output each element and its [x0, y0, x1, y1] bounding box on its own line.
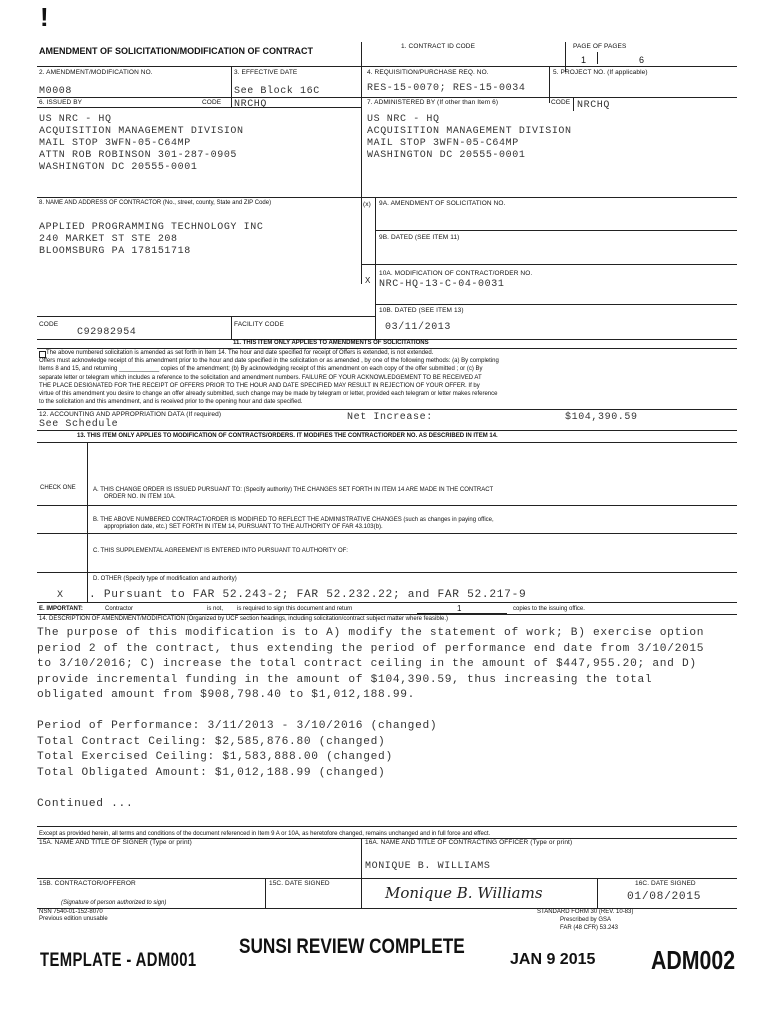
option-a-line1: A. THIS CHANGE ORDER IS ISSUED PURSUANT TO: (Specify authority) THE CHANGES SET FORTH IN ITEM 14 ARE MADE IN THE CONTRACT: [93, 487, 494, 493]
nsn-number: NSN 7540-01-152-8070: [39, 909, 103, 915]
form-title: AMENDMENT OF SOLICITATION/MODIFICATION OF CONTRACT: [39, 46, 313, 56]
is-not-option: is not,: [207, 606, 224, 612]
net-increase-label: Net Increase:: [347, 412, 433, 423]
date-stamp: JAN 9 2015: [510, 951, 596, 968]
signer-name-label: 15A. NAME AND TITLE OF SIGNER (Type or print): [39, 839, 192, 846]
prescribed-by: Prescribed by GSA: [560, 917, 612, 923]
dated-10b-label: 10B. DATED (SEE ITEM 13): [379, 307, 464, 314]
option-b-line1: B. THE ABOVE NUMBERED CONTRACT/ORDER IS MODIFIED TO REFLECT THE ADMINISTRATIVE CHANGES (such as changes in paying office,: [93, 517, 494, 523]
date-signed-15c-label: 15C. DATE SIGNED: [269, 880, 330, 887]
copies-tail: copies to the issuing office.: [513, 606, 585, 612]
page-label: PAGE OF PAGES: [573, 43, 627, 50]
effective-date-label: 3. EFFECTIVE DATE: [234, 69, 298, 76]
template-stamp: TEMPLATE - ADM001: [40, 950, 197, 971]
far-reference: FAR (48 CFR) 53.243: [560, 925, 619, 931]
administered-by-label: 7. ADMINISTERED BY (If other than Item 6): [367, 99, 499, 106]
contracting-officer-label: 16A. NAME AND TITLE OF CONTRACTING OFFICER (Type or print): [365, 839, 573, 846]
except-line: Except as provided herein, all terms and conditions of the document referenced in Item 9 A or 10A, as heretofore changed, remains unchanged and in full force and effect.: [39, 831, 491, 837]
item13-title: 13. THIS ITEM ONLY APPLIES TO MODIFICATION OF CONTRACTS/ORDERS. IT MODIFIES THE CONTRACT/ORDER NO. AS DESCRIBED IN ITEM 14.: [77, 433, 498, 439]
description-body: The purpose of this modification is to A) modify the statement of work; B) exercise option period 2 of the contract, thus extending the period of performance end date from 3/10/2015 to 3/10/2016; C) increase the total contract ceiling in the amount of $447,955.20; and D) provide incremental funding in the amount of $104,390.59, thus increasing the total obligated amount from $908,798.40 to $1,012,188.99. Period of Performance: 3/11/2013 - 3/10/2016 (changed) Total Contract Ceiling: $2,585,876.80 (changed) Total Exercised Ceiling: $1,583,888.00 (changed) Total Obligated Amount: $1,012,188.99 (changed) Continued ...: [37, 627, 705, 810]
project-no-label: 5. PROJECT NO. (If applicable): [553, 69, 648, 76]
x-mark-10a: X: [365, 276, 371, 285]
solicitation-amendment-label: 9A. AMENDMENT OF SOLICITATION NO.: [379, 200, 506, 207]
issued-by-code-label: CODE: [202, 99, 222, 106]
page-number: 1: [581, 55, 587, 65]
modification-no-label: 10A. MODIFICATION OF CONTRACT/ORDER NO.: [379, 270, 533, 277]
net-increase-value: $104,390.59: [565, 412, 638, 423]
option-a-checkbox[interactable]: [39, 483, 85, 505]
option-d-line: D. OTHER (Specify type of modification and authority): [93, 576, 237, 582]
date-signed-16c-label: 16C. DATE SIGNED: [635, 880, 696, 887]
accounting-label: 12. ACCOUNTING AND APPROPRIATION DATA (If required): [39, 411, 222, 418]
top-mark: !: [40, 2, 49, 32]
important-label: E. IMPORTANT:: [39, 606, 83, 612]
copies-value: 1: [457, 604, 462, 613]
accounting-value: See Schedule: [39, 419, 119, 430]
is-required-option: is required to sign this document and return: [237, 606, 353, 612]
requisition-label: 4. REQUISITION/PURCHASE REQ. NO.: [367, 69, 489, 76]
contracting-officer-signature: Monique B. Williams: [385, 884, 543, 902]
option-d-value: . Pursuant to FAR 52.243-2; FAR 52.232.22; and FAR 52.217-9: [89, 589, 527, 601]
admin-stamp: ADM002: [651, 945, 736, 975]
item11-text: The above numbered solicitation is amended as set forth in Item 14. The hour and date specified for receipt of Offers is extended, is not extended. Offers must acknowledge receipt of this amendment prior to the hour and date specified in the solicitation or as amended , by one of the following methods: (a) By completing Items 8 and 15, and returning ____________ copies of the amendment; (b) By acknowledging receipt of this amendment on each copy of the offer submitted ; or (c) By separate letter or telegram which includes a reference to the solicitation and amendment numbers. FAILURE OF YOUR ACKNOWLEDGEMENT TO BE RECEIVED AT THE PLACE DESIGNATED FOR THE RECEIPT OF OFFERS PRIOR TO THE HOUR AND DATE SPECIFIED MAY RESULT IN REJECTION OF YOUR OFFER. If by virtue of this amendment you desire to change an offer already submitted, such change may be made by telegram or letter, provided each telegram or letter makes reference to the solicitation and this amendment, and is received prior to the opening hour and date specified.: [39, 350, 499, 406]
administered-by-code-label: CODE: [551, 99, 571, 106]
x-column-label: (x): [363, 201, 371, 208]
previous-edition: Previous edition unusable: [39, 916, 108, 922]
contractor-code: C92982954: [77, 327, 137, 338]
contractor-address: APPLIED PROGRAMMING TECHNOLOGY INC 240 MARKET ST STE 208 BLOOMSBURG PA 178151718: [39, 222, 264, 257]
option-a-line2: ORDER NO. IN ITEM 10A.: [104, 494, 176, 500]
contracting-officer-name: MONIQUE B. WILLIAMS: [365, 861, 491, 872]
page-total: 6: [639, 55, 645, 65]
amendment-no-value: M0008: [39, 86, 73, 97]
item11-title: 11. THIS ITEM ONLY APPLIES TO AMENDMENTS OF SOLICITATIONS: [233, 340, 429, 346]
option-b-line2: appropriation date, etc.) SET FORTH IN ITEM 14, PURSUANT TO THE AUTHORITY OF FAR 43.103(b).: [104, 524, 383, 530]
effective-date-value: See Block 16C: [234, 86, 320, 97]
date-signed-16c-value: 01/08/2015: [627, 891, 702, 903]
requisition-value: RES-15-0070; RES-15-0034: [367, 83, 526, 94]
code-label: CODE: [39, 321, 59, 328]
contract-id-label: 1. CONTRACT ID CODE: [401, 43, 476, 50]
contractor-offeror-label: 15B. CONTRACTOR/OFFEROR: [39, 880, 136, 887]
contractor-label: 8. NAME AND ADDRESS OF CONTRACTOR (No., street, county, State and ZIP Code): [39, 200, 272, 206]
issued-by-code: NRCHQ: [234, 99, 268, 110]
modification-no-value: NRC-HQ-13-C-04-0031: [379, 279, 505, 290]
contractor-option: Contractor: [105, 606, 134, 612]
issued-by-label: 6. ISSUED BY: [39, 99, 83, 106]
administered-by-address: US NRC - HQ ACQUISITION MANAGEMENT DIVISION MAIL STOP 3WFN-05-C64MP WASHINGTON DC 20555-0001: [367, 114, 572, 161]
amendment-no-label: 2. AMENDMENT/MODIFICATION NO.: [39, 69, 153, 76]
standard-form-number: STANDARD FORM 30 (REV. 10-83): [537, 909, 634, 915]
administered-by-code: NRCHQ: [577, 100, 611, 111]
sunsi-stamp: SUNSI REVIEW COMPLETE: [239, 935, 465, 958]
check-one-label: CHECK ONE: [40, 485, 76, 491]
option-c-line: C. THIS SUPPLEMENTAL AGREEMENT IS ENTERED INTO PURSUANT TO AUTHORITY OF:: [93, 548, 348, 554]
description-label: 14. DESCRIPTION OF AMENDMENT/MODIFICATION (Organized by UCF section headings, including solicitation/contract subject matter where feasible.): [39, 616, 449, 622]
issued-by-address: US NRC - HQ ACQUISITION MANAGEMENT DIVISION MAIL STOP 3WFN-05-C64MP ATTN ROB ROBINSON 301-287-0905 WASHINGTON DC 20555-0001: [39, 114, 244, 173]
facility-code-label: FACILITY CODE: [234, 321, 284, 328]
standard-form-30: [37, 42, 737, 908]
signature-authorized-label: (Signature of person authorized to sign): [61, 900, 167, 906]
dated-9b-label: 9B. DATED (SEE ITEM 11): [379, 234, 460, 241]
dated-10b-value: 03/11/2013: [385, 322, 452, 333]
option-d-x: X: [57, 590, 64, 601]
